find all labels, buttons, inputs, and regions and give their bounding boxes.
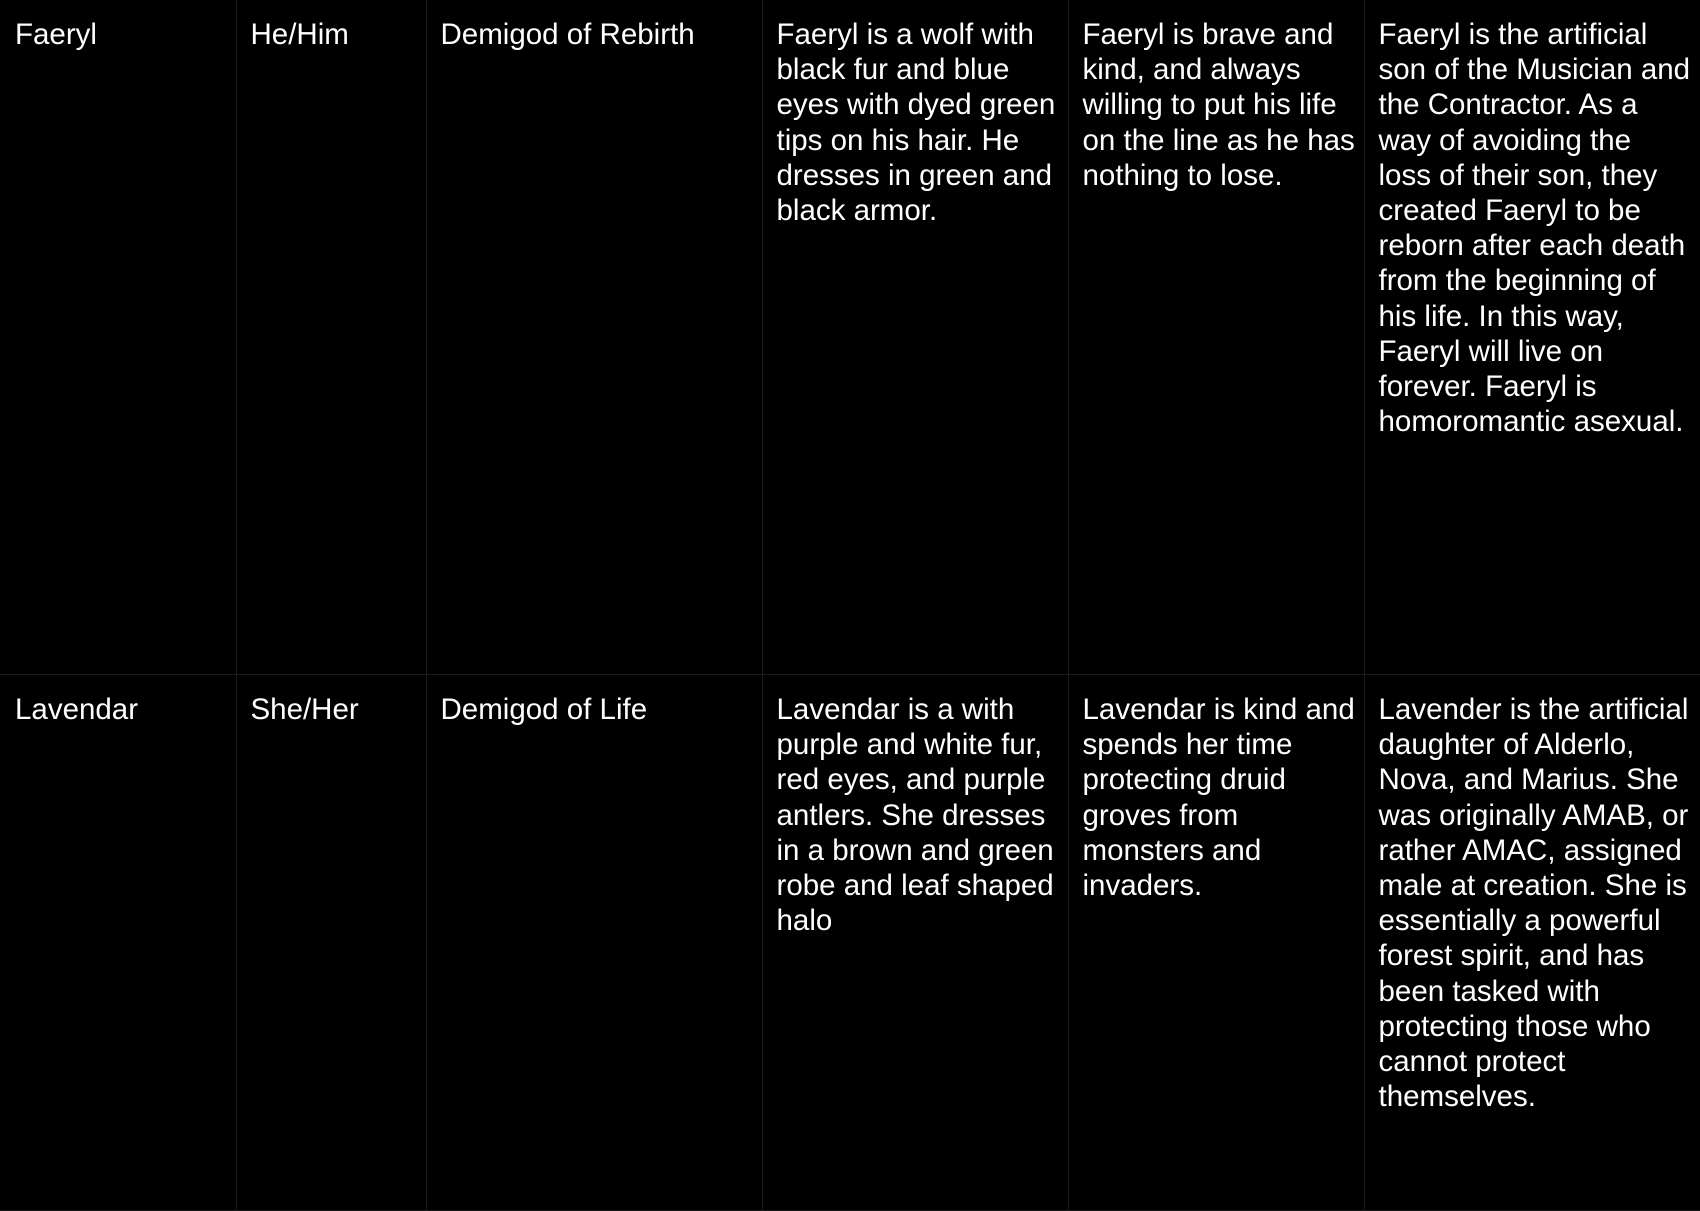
character-appearance: Faeryl is a wolf with black fur and blue eyes with dyed green tips on his hair. He dresses in green and black armor. (776, 18, 1056, 228)
name-cell[interactable] (0, 675, 236, 1211)
character-name: Lavendar (15, 693, 139, 726)
personality-cell[interactable] (1068, 0, 1364, 675)
title-cell[interactable] (426, 0, 762, 675)
character-pronouns: He/Him (250, 18, 349, 51)
title-cell[interactable] (426, 675, 762, 1211)
character-personality: Lavendar is kind and spends her time protecting druid groves from monsters and invaders. (1082, 693, 1355, 903)
appearance-cell[interactable] (762, 0, 1068, 675)
personality-cell[interactable] (1068, 675, 1364, 1211)
character-appearance: Lavendar is a with purple and white fur, red eyes, and purple antlers. She dresses in a brown and green robe and leaf shaped halo (776, 693, 1054, 938)
character-pronouns: She/Her (250, 693, 359, 726)
appearance-cell[interactable] (762, 675, 1068, 1211)
backstory-cell[interactable] (1364, 675, 1700, 1211)
character-title: Demigod of Rebirth (440, 18, 695, 51)
character-personality: Faeryl is brave and kind, and always willing to put his life on the line as he has nothing to lose. (1082, 18, 1355, 192)
character-title: Demigod of Life (440, 693, 648, 726)
character-backstory: Faeryl is the artificial son of the Musician and the Contractor. As a way of avoiding the loss of their son, they created Faeryl to be reborn after each death from the beginning of his life. In this way, Faeryl will live on forever. Faeryl is homoromantic asexual. (1378, 18, 1691, 439)
backstory-cell[interactable] (1364, 0, 1700, 675)
table-row (0, 675, 1700, 1211)
name-cell[interactable] (0, 0, 236, 675)
pronouns-cell[interactable] (236, 0, 426, 675)
character-backstory: Lavender is the artificial daughter of Alderlo, Nova, and Marius. She was originally AMAB, or rather AMAC, assigned male at creation. She is essentially a powerful forest spirit, and has been tasked with protecting those who cannot protect themselves. (1378, 693, 1689, 1114)
character-name: Faeryl (15, 18, 97, 51)
pronouns-cell[interactable] (236, 675, 426, 1211)
